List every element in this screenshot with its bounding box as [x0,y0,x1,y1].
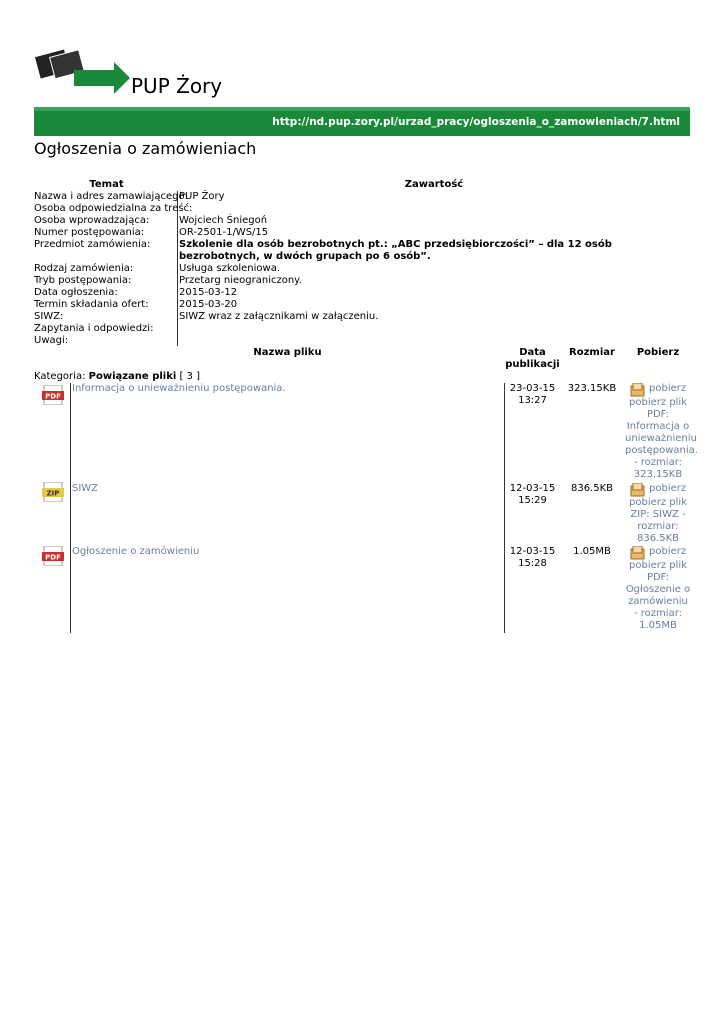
detail-label: Osoba wprowadzająca: [34,215,150,226]
download-link[interactable] [625,383,698,481]
details-divider [177,191,178,346]
detail-value: OR-2501-1/WS/15 [179,227,269,238]
pdf-icon[interactable] [42,385,64,405]
download-word[interactable]: pobierz [649,483,687,494]
detail-value: 2015-03-20 [179,299,238,310]
detail-label: SIWZ: [34,311,64,322]
detail-label: Data ogłoszenia: [34,287,118,298]
detail-value: SIWZ wraz z załącznikami w załączeniu. [179,311,379,322]
file-name-link[interactable]: Ogłoszenie o zamówieniu [72,546,200,557]
download-icon[interactable] [630,383,646,397]
file-date-day: 12-03-15 [509,546,556,557]
detail-value: 2015-03-12 [179,287,238,298]
col-header-file-name: Nazwa pliku [253,347,322,358]
file-divider [504,383,505,633]
detail-label: Osoba odpowiedzialna za treść: [34,203,193,214]
detail-label: Uwagi: [34,335,69,346]
file-date-time: 15:29 [518,495,547,506]
download-link[interactable] [625,483,691,545]
col-header-content: Zawartość [404,179,464,190]
file-size: 836.5KB [570,483,614,494]
file-name-link[interactable]: SIWZ [72,483,99,494]
file-size: 1.05MB [573,546,611,557]
detail-label: Przedmiot zamówienia: [34,239,151,250]
logo [34,40,134,96]
svg-text:PDF: PDF [45,553,61,562]
detail-value: PUP Żory [179,191,225,202]
file-date [505,383,560,407]
svg-text:ZIP: ZIP [46,489,60,498]
file-date-day: 23-03-15 [509,383,556,394]
file-date-time: 13:27 [518,395,547,406]
file-size: 323.15KB [567,383,617,394]
download-text[interactable]: pobierz plik PDF: Ogłoszenie o zamówieniu - rozmiar: 1.05MB [625,560,691,631]
category-prefix: Kategoria: [34,371,86,382]
detail-label: Rodzaj zamówienia: [34,263,134,274]
pdf-icon[interactable] [42,546,64,566]
header-bar [34,111,690,136]
detail-value: Usługa szkoleniowa. [179,263,281,274]
download-icon[interactable] [630,483,646,497]
download-text[interactable]: pobierz plik PDF: Informacja o unieważnieniu postępowania. - rozmiar: 323.15KB [625,397,698,480]
file-date [505,483,560,507]
col-header-size: Rozmiar [569,347,615,358]
category-line [34,371,200,382]
detail-value: Wojciech Śniegoń [179,215,268,226]
download-word[interactable]: pobierz [649,383,687,394]
col-header-topic: Temat [89,179,124,190]
svg-text:PDF: PDF [45,392,61,401]
col-header-date: Data publikacji [505,347,560,370]
page-title: Ogłoszenia o zamówieniach [34,139,257,158]
download-word[interactable]: pobierz [649,546,687,557]
col-header-download: Pobierz [636,347,680,358]
detail-value: Szkolenie dla osób bezrobotnych pt.: „ABC przedsiębiorczości” – dla 12 osób bezrobotnych, w dwóch grupach po 6 osób”. [179,239,612,262]
file-date-time: 15:28 [518,558,547,569]
download-icon[interactable] [630,546,646,560]
detail-label: Termin składania ofert: [34,299,149,310]
file-divider [70,383,71,633]
zip-icon[interactable] [42,482,64,502]
category-count: [ 3 ] [179,371,200,382]
detail-label: Tryb postępowania: [34,275,132,286]
detail-label: Nazwa i adres zamawiającego: [34,191,188,202]
detail-value: Przetarg nieograniczony. [179,275,302,286]
site-name: PUP Żory [131,74,223,98]
download-link[interactable] [625,546,691,632]
detail-label: Numer postępowania: [34,227,145,238]
download-text[interactable]: pobierz plik ZIP: SIWZ - rozmiar: 836.5KB [629,497,687,544]
file-date-day: 12-03-15 [509,483,556,494]
detail-label: Zapytania i odpowiedzi: [34,323,154,334]
category-name: Powiązane pliki [88,371,177,382]
file-name-link[interactable]: Informacja o unieważnieniu postępowania. [72,383,286,394]
page-url[interactable]: http://nd.pup.zory.pl/urzad_pracy/ogloszenia_o_zamowieniach/7.html [272,116,680,128]
file-date [505,546,560,570]
